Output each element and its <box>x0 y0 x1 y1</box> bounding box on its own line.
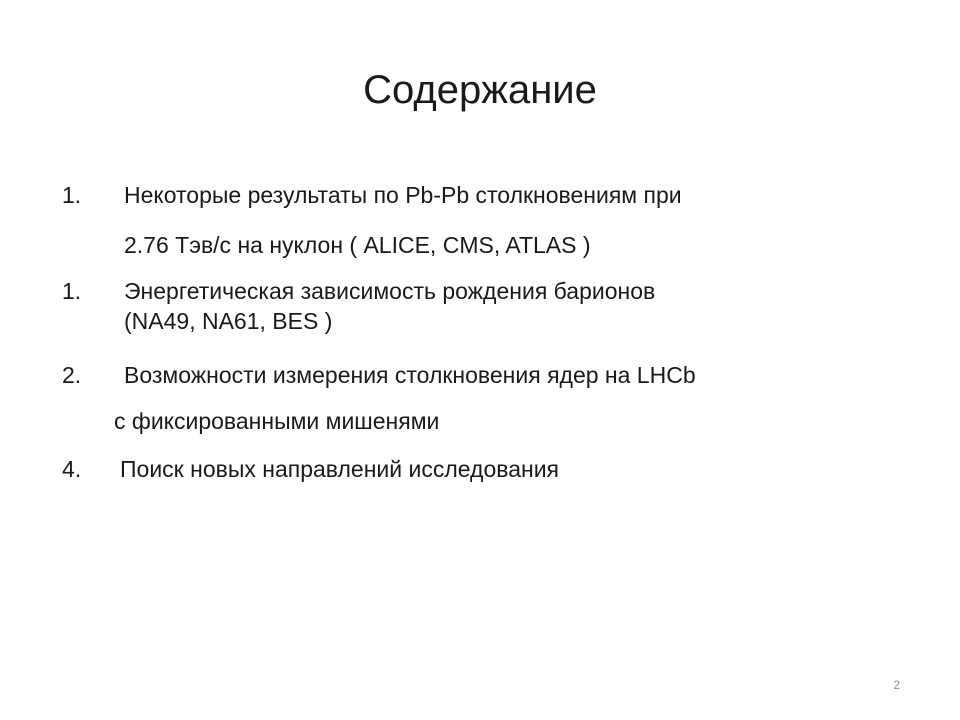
list-item-3 <box>62 360 696 390</box>
page-number: 2 <box>893 678 900 692</box>
list-item-number: 2. <box>62 362 82 388</box>
list-item-2 <box>62 276 655 336</box>
list-item-number: 1. <box>62 278 82 304</box>
list-item-3-continuation <box>114 406 439 436</box>
list-item-text: Возможности измерения столкновения ядер на LHCb <box>124 362 696 388</box>
list-item-text-continued: (NA49, NA61, BES ) <box>124 308 333 334</box>
list-item-1 <box>62 180 682 210</box>
list-item-number: 1. <box>62 182 82 208</box>
list-item-4 <box>62 454 559 484</box>
list-item-text-continued: с фиксированными мишенями <box>114 408 440 434</box>
list-item-text: Некоторые результаты по Pb-Pb столкновениям при <box>124 182 682 208</box>
list-item-text: Энергетическая зависимость рождения барионов <box>124 278 656 304</box>
list-item-text-continued: 2.76 Тэв/с на нуклон ( ALICE, CMS, ATLAS ) <box>124 232 591 258</box>
list-item-number: 4. <box>62 456 82 482</box>
list-item-text: Поиск новых направлений исследования <box>120 456 559 482</box>
list-item-1-continuation <box>124 230 591 260</box>
slide-title: Содержание <box>363 68 597 112</box>
